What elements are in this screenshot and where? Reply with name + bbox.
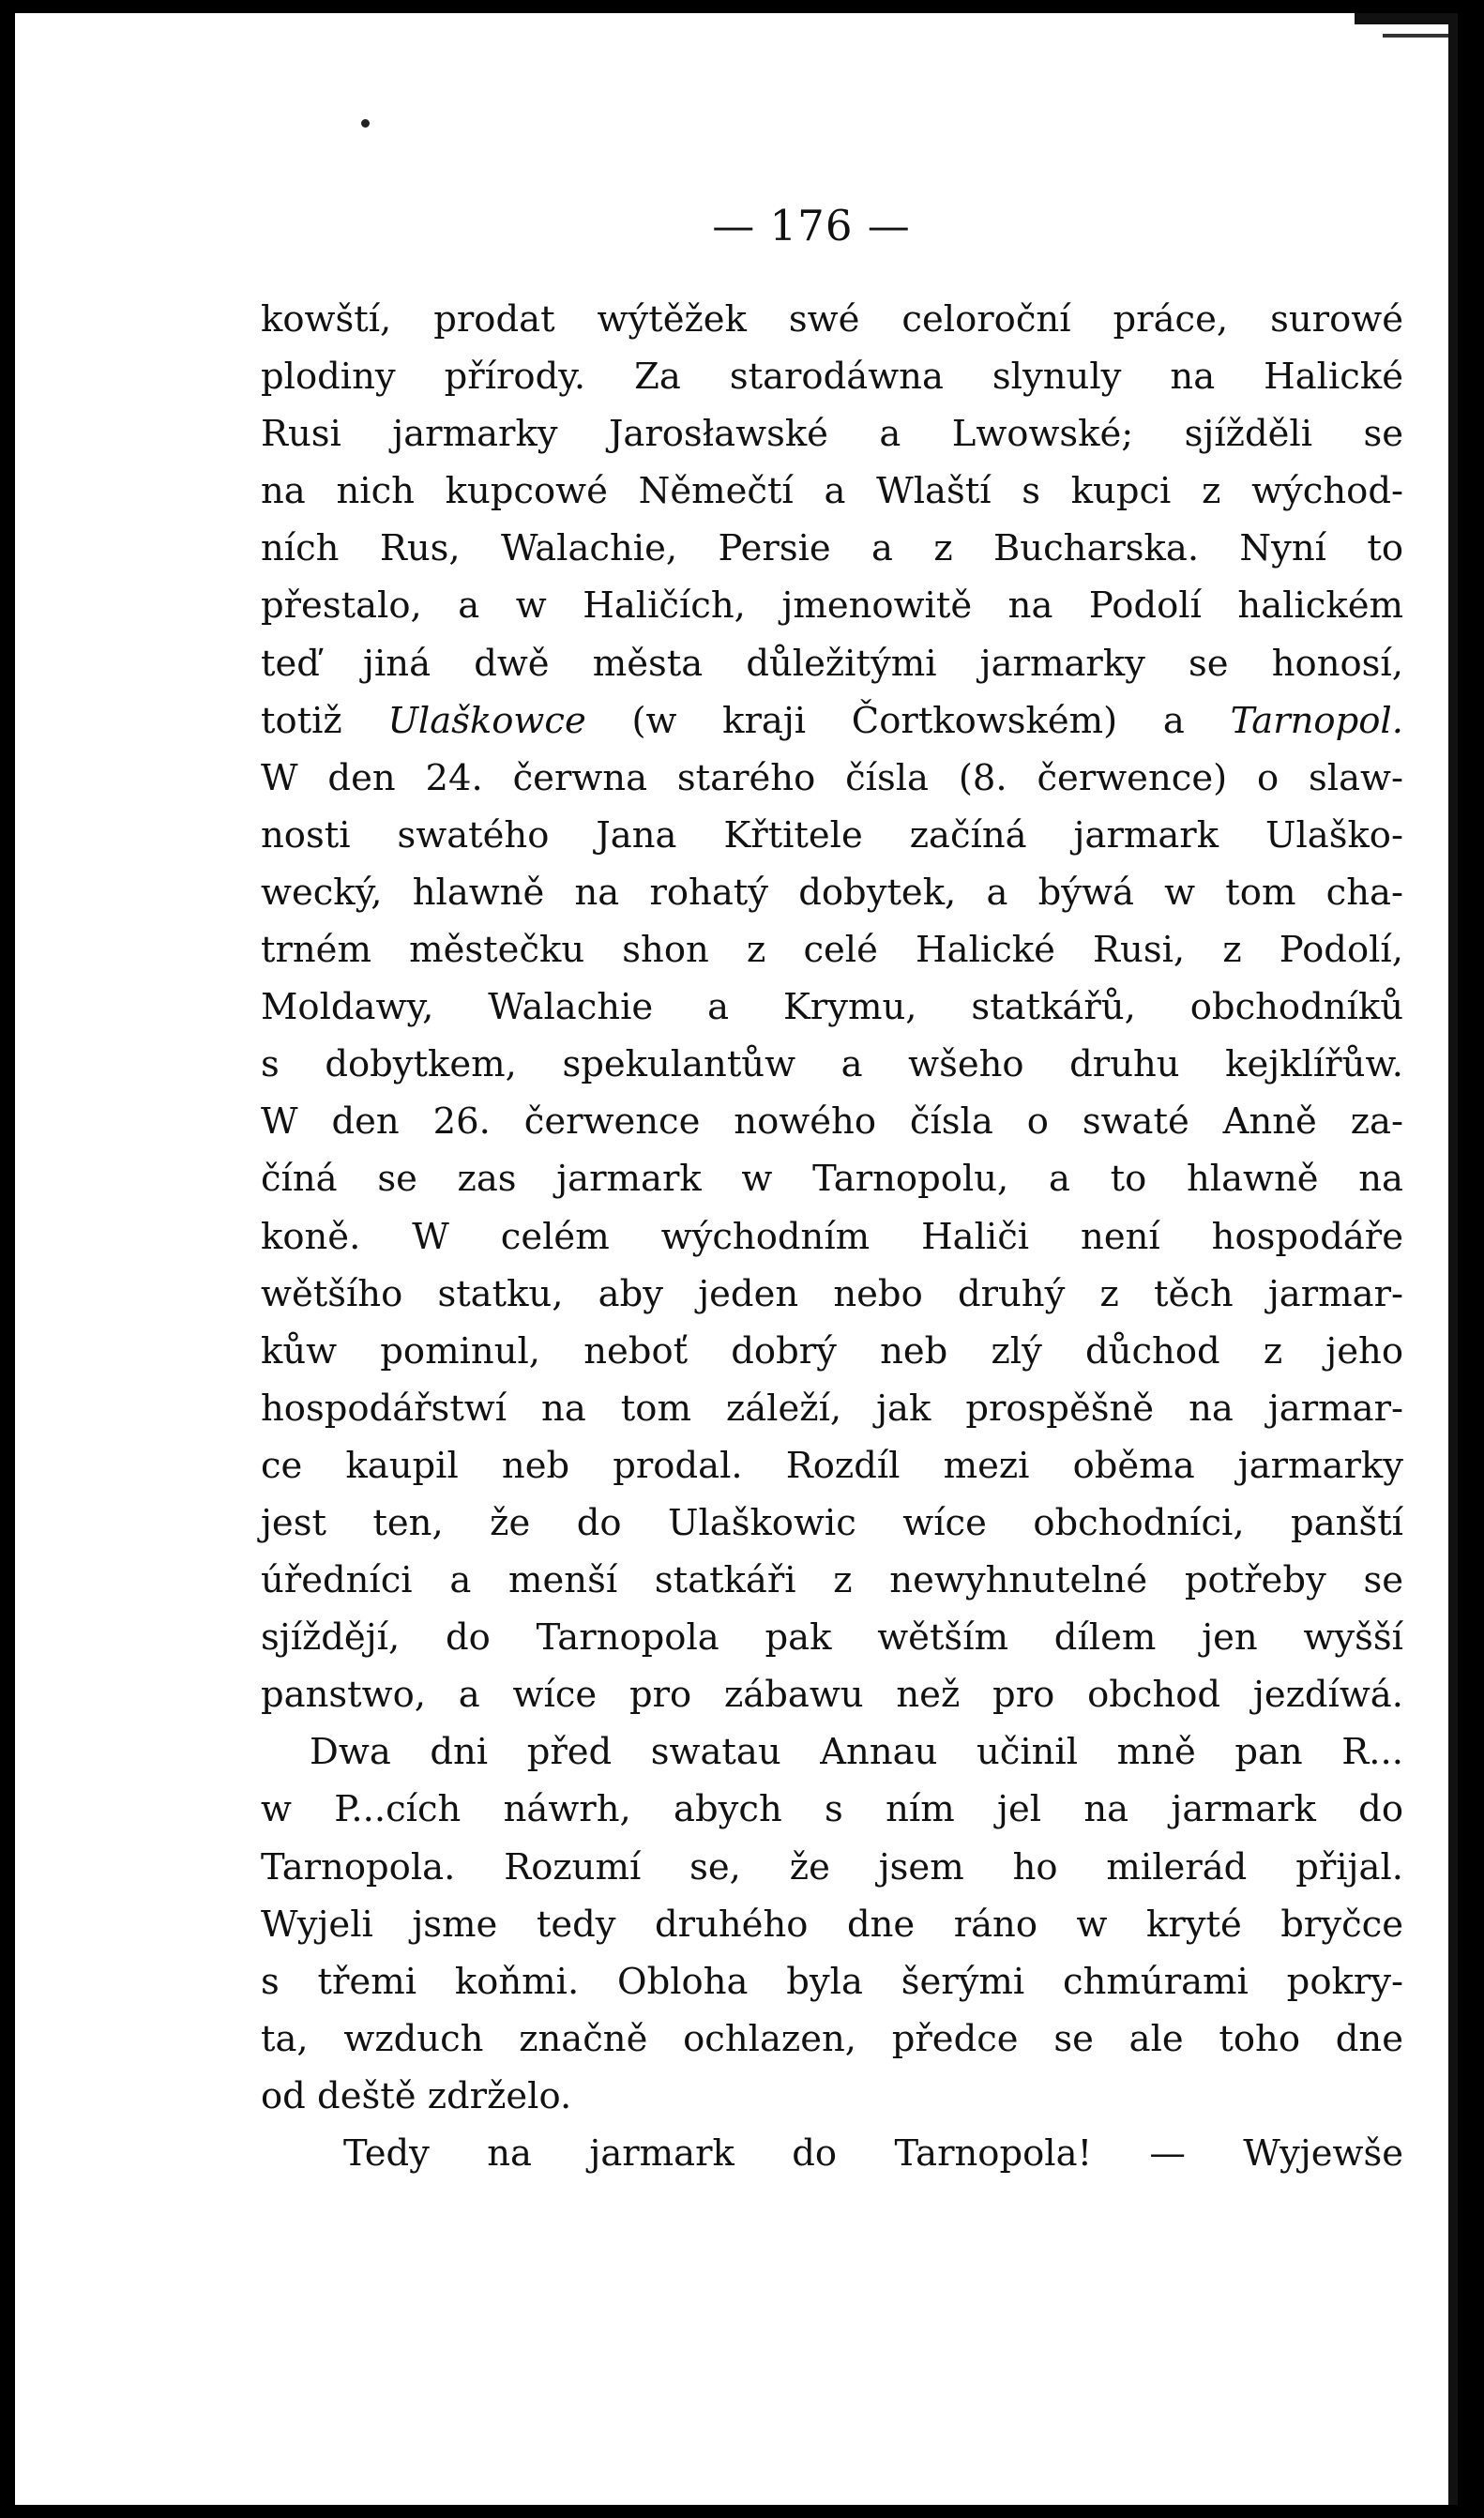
- scan-corner: [1355, 13, 1448, 24]
- text-line: w P...cích náwrh, abych s ním jel na jarmark do: [261, 1788, 1403, 1831]
- text-line: přestalo, a w Haličích, jmenowitě na Podolí halickém: [261, 584, 1403, 628]
- text-line: wětšího statku, aby jeden nebo druhý z těch jarmar-: [261, 1272, 1403, 1315]
- text-line: na nich kupcowé Němečtí a Wlaští s kupci z wýchod-: [261, 470, 1403, 513]
- text-line: panstwo, a wíce pro zábawu než pro obchod jezdíwá.: [261, 1674, 1403, 1717]
- scan-corner-line: [1383, 34, 1448, 38]
- text-line: W den 26. čerwence nowého čísla o swaté Anně za-: [261, 1100, 1403, 1144]
- text-fragment: (w kraji Čortkowském) a: [631, 699, 1185, 742]
- text-fragment: totiž: [261, 699, 342, 742]
- paragraph-start-line: Dwa dni před swatau Annau učinil mně pan R...: [310, 1731, 1403, 1774]
- text-line: kowští, prodat wýtěžek swé celoroční práce, surowé: [261, 298, 1403, 341]
- place-name: Ulaškowce: [387, 699, 586, 742]
- text-line: W den 24. čerwna starého čísla (8. čerwence) o slaw-: [261, 756, 1403, 799]
- text-line: plodiny přírody. Za starodáwna slynuly na Halické: [261, 356, 1403, 399]
- text-line: teď jiná dwě města důležitými jarmarky se honosí,: [261, 642, 1403, 685]
- text-line: kůw pominul, neboť dobrý neb zlý důchod z jeho: [261, 1329, 1403, 1373]
- text-line: od deště zdrželo.: [261, 2074, 572, 2117]
- scan-edge: [1448, 13, 1458, 2505]
- text-line: jest ten, že do Ulaškowic wíce obchodníci, panští: [261, 1501, 1403, 1544]
- book-page: [15, 13, 1458, 2505]
- text-line: s třemi koňmi. Obloha byla šerými chmúrami pokry-: [261, 1960, 1403, 2003]
- page-number: — 176 —: [712, 201, 911, 250]
- text-line: ta, wzduch značně ochlazen, předce se ale toho dne: [261, 2017, 1403, 2060]
- text-line: ních Rus, Walachie, Persie a z Bucharska. Nyní to: [261, 527, 1403, 570]
- ink-speck: [361, 119, 370, 128]
- text-line: sjíždějí, do Tarnopola pak wětším dílem jen wyšší: [261, 1616, 1403, 1660]
- text-line: wecký, hlawně na rohatý dobytek, a býwá w tom cha-: [261, 871, 1403, 914]
- paragraph-start-line: Tedy na jarmark do Tarnopola! — Wyjewše: [343, 2132, 1403, 2175]
- text-line: s dobytkem, spekulantůw a wšeho druhu kejklířůw.: [261, 1043, 1403, 1086]
- text-line-with-places: [261, 692, 1403, 750]
- text-line: trném městečku shon z celé Halické Rusi, z Podolí,: [261, 929, 1403, 972]
- place-name: Tarnopol.: [1230, 699, 1403, 742]
- text-line: Tarnopola. Rozumí se, že jsem ho milerád přijal.: [261, 1845, 1403, 1888]
- text-line: Moldawy, Walachie a Krymu, statkářů, obchodníků: [261, 986, 1403, 1029]
- text-line: koně. W celém wýchodním Haliči není hospodáře: [261, 1215, 1403, 1258]
- text-line: číná se zas jarmark w Tarnopolu, a to hlawně na: [261, 1158, 1403, 1201]
- text-line: úředníci a menší statkáři z newyhnutelné potřeby se: [261, 1559, 1403, 1602]
- body-text: [261, 291, 1403, 2182]
- text-line: hospodářstwí na tom záleží, jak prospěšně na jarmar-: [261, 1387, 1403, 1430]
- text-line: nosti swatého Jana Křtitele začíná jarmark Ulaško-: [261, 813, 1403, 857]
- text-line: Rusi jarmarky Jarosławské a Lwowské; sjížděli se: [261, 413, 1403, 456]
- text-line: Wyjeli jsme tedy druhého dne ráno w kryté bryčce: [261, 1903, 1403, 1946]
- text-line: ce kaupil neb prodal. Rozdíl mezi oběma jarmarky: [261, 1444, 1403, 1487]
